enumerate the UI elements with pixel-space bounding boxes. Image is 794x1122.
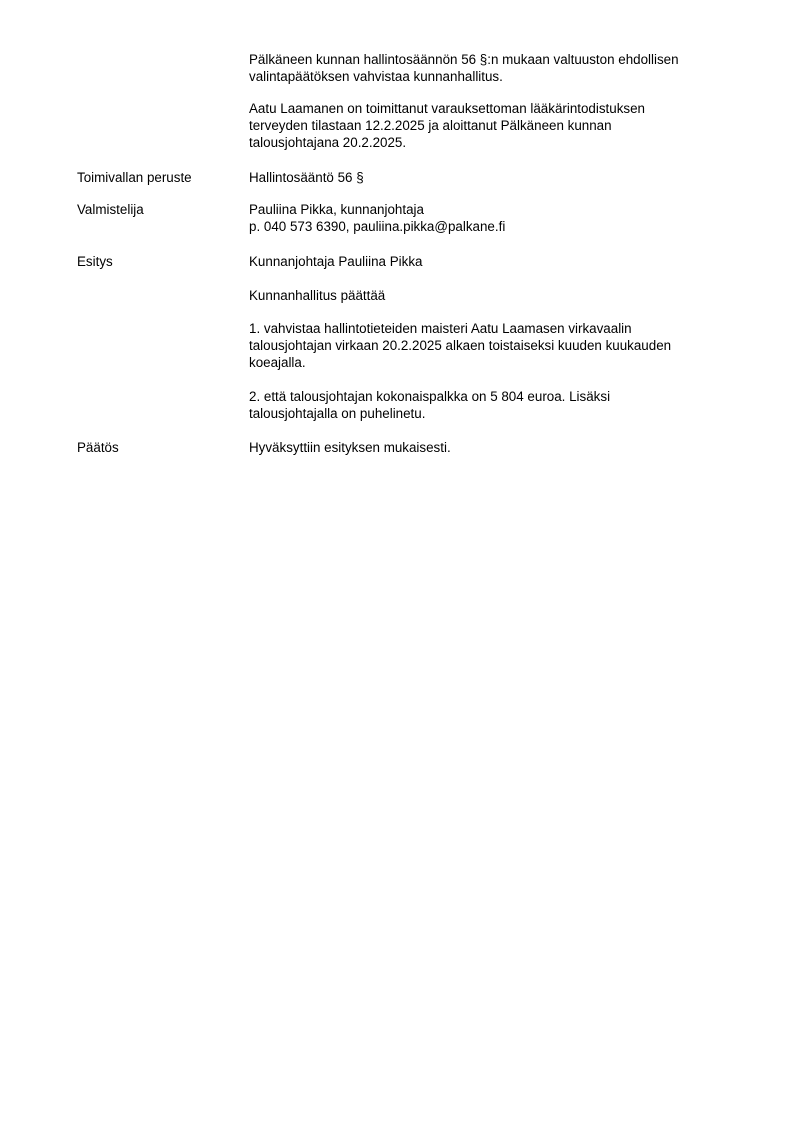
esitys-item-1-line: talousjohtajan virkaan 20.2.2025 alkaen toistaiseksi kuuden kuukauden	[249, 338, 672, 353]
esitys-decides: Kunnanhallitus päättää	[249, 288, 386, 303]
valmistelija-details	[249, 201, 721, 235]
toimivallan-peruste-label: Toimivallan peruste	[77, 170, 192, 185]
paatos-label: Päätös	[77, 440, 119, 455]
esitys-item-1-line: 1. vahvistaa hallintotieteiden maisteri Aatu Laamasen virkavaalin	[249, 321, 632, 336]
intro-paragraph-2-line: talousjohtajana 20.2.2025.	[249, 135, 407, 150]
intro-paragraph-2-line: Aatu Laamanen on toimittanut varauksettoman lääkärintodistuksen	[249, 101, 646, 116]
esitys-presenter: Kunnanjohtaja Pauliina Pikka	[249, 254, 423, 269]
valmistelija-contact: p. 040 573 6390, pauliina.pikka@palkane.fi	[249, 219, 506, 234]
toimivallan-peruste-text: Hallintosääntö 56 §	[249, 170, 364, 185]
esitys-item-2	[249, 388, 721, 422]
intro-paragraph-2-line: terveyden tilastaan 12.2.2025 ja aloittanut Pälkäneen kunnan	[249, 118, 612, 133]
intro-paragraph-2	[249, 100, 721, 151]
esitys-item-2-line: talousjohtajalla on puhelinetu.	[249, 406, 426, 421]
valmistelija-name: Pauliina Pikka, kunnanjohtaja	[249, 202, 424, 217]
valmistelija-label: Valmistelija	[77, 202, 144, 217]
intro-paragraph-1-line: valintapäätöksen vahvistaa kunnanhallitus.	[249, 69, 503, 84]
esitys-item-2-line: 2. että talousjohtajan kokonaispalkka on 5 804 euroa. Lisäksi	[249, 389, 611, 404]
esitys-item-1	[249, 320, 721, 371]
intro-paragraph-1	[249, 51, 721, 85]
esitys-item-1-line: koeajalla.	[249, 355, 306, 370]
paatos-text: Hyväksyttiin esityksen mukaisesti.	[249, 440, 451, 455]
esitys-label: Esitys	[77, 254, 113, 269]
intro-paragraph-1-line: Pälkäneen kunnan hallintosäännön 56 §:n mukaan valtuuston ehdollisen	[249, 52, 679, 67]
